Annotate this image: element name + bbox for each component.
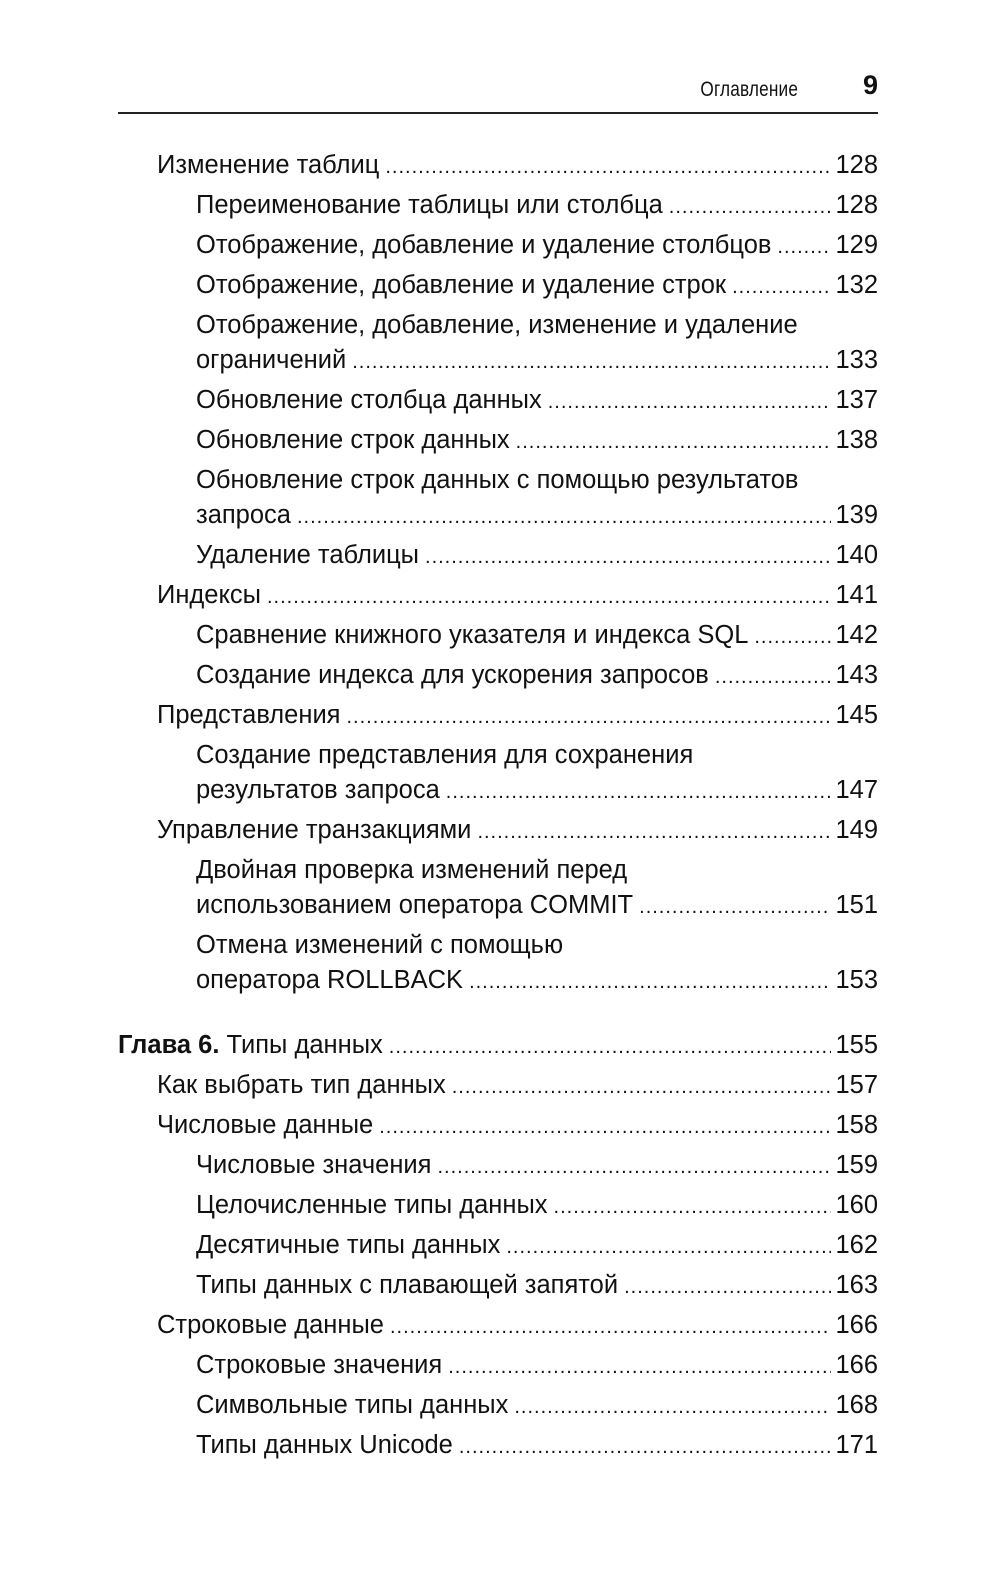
dot-leader (437, 1148, 831, 1185)
toc-page-number: 141 (835, 581, 878, 609)
toc-entry-line (157, 1068, 878, 1105)
dot-leader (448, 1348, 831, 1385)
toc-page-number: 171 (835, 1431, 878, 1459)
toc-entry-line (118, 1028, 878, 1065)
toc-subsection (196, 928, 878, 1000)
toc-subsection (196, 738, 878, 810)
dot-leader (267, 578, 831, 615)
toc-entry-line (196, 888, 878, 925)
toc-entry-line (196, 963, 878, 1000)
toc-entry-text: Отображение, добавление и удаление столбцов (196, 231, 772, 259)
toc-entry-text: Строковые данные (157, 1311, 384, 1339)
toc-entry-text: запроса (196, 501, 291, 529)
toc-subsection (196, 658, 878, 695)
toc-entry-line-wrapped: Создание представления для сохранения (196, 741, 694, 769)
toc-subsection (196, 538, 878, 575)
toc-page-number: 151 (835, 891, 878, 919)
dot-leader (390, 1308, 831, 1345)
dot-leader (385, 148, 831, 185)
toc-page-number: 129 (835, 231, 878, 259)
dot-leader (425, 538, 831, 575)
toc-entry-title (196, 1228, 500, 1263)
toc-entry-line (157, 813, 878, 850)
toc-entry-text: Отображение, добавление и удаление строк (196, 271, 727, 299)
toc-entry-line (196, 188, 878, 225)
toc-entry-text: Управление транзакциями (157, 816, 472, 844)
dot-leader (732, 268, 831, 305)
toc-entry-line (196, 1148, 878, 1185)
dot-leader (624, 1268, 831, 1305)
toc-subsection (196, 1268, 878, 1305)
toc-subsection (196, 1348, 878, 1385)
dot-leader (469, 963, 831, 1000)
dot-leader (715, 658, 832, 695)
toc-page-number: 160 (835, 1191, 878, 1219)
toc-entry-title (196, 538, 419, 573)
toc-entry-text: Изменение таблиц (157, 151, 380, 179)
toc-section (157, 578, 878, 615)
toc-entry-title (196, 188, 663, 223)
toc-section (157, 698, 878, 735)
toc-page-number: 142 (835, 621, 878, 649)
toc-section (157, 148, 878, 185)
dot-leader (506, 1228, 831, 1265)
toc-entry-title (157, 813, 471, 848)
toc-entry-line (157, 1108, 878, 1145)
dot-leader (379, 1108, 831, 1145)
toc-page-number: 128 (835, 191, 878, 219)
toc-subsection (196, 1188, 878, 1225)
toc-subsection (196, 618, 878, 655)
toc-entry-line (157, 578, 878, 615)
toc-entry-title (196, 1188, 548, 1223)
toc-entry-title (196, 658, 709, 693)
toc-entry-line (196, 773, 878, 810)
dot-leader (754, 618, 831, 655)
toc-entry-text: Типы данных (226, 1031, 383, 1059)
toc-page-number: 128 (835, 151, 878, 179)
page-number: 9 (862, 70, 878, 100)
header-rule (118, 112, 878, 114)
toc-entry-text: использованием оператора COMMIT (196, 891, 634, 919)
dot-leader (389, 1028, 832, 1065)
toc-entry-text: Представления (157, 701, 341, 729)
toc-entry-line (196, 423, 878, 460)
toc-entry-text: Создание индекса для ускорения запросов (196, 661, 709, 689)
toc-entry-text: Индексы (157, 581, 261, 609)
running-head (118, 70, 878, 110)
toc-entry-title (196, 1268, 618, 1303)
toc-entry-line (196, 1268, 878, 1305)
toc-entry-line-wrapped: Обновление строк данных с помощью результатов (196, 466, 799, 494)
toc-entry-text: ограничений (196, 346, 347, 374)
toc-page-number: 158 (835, 1111, 878, 1139)
dot-leader (352, 343, 831, 380)
toc-entry-line (196, 268, 878, 305)
toc-page-number: 168 (835, 1391, 878, 1419)
toc-subsection (196, 1228, 878, 1265)
toc-entry-text: Типы данных Unicode (196, 1431, 453, 1459)
toc-page-number: 145 (835, 701, 878, 729)
toc-page-number: 147 (835, 776, 878, 804)
toc-chapter (118, 1028, 878, 1065)
toc-subsection (196, 1148, 878, 1185)
toc-entry-title (196, 888, 633, 923)
toc-entry-text: Строковые значения (196, 1351, 443, 1379)
toc-entry-title (157, 1068, 446, 1103)
toc-entry-title (196, 1348, 442, 1383)
toc-entry-title (196, 268, 726, 303)
toc-entry-text: Как выбрать тип данных (157, 1071, 446, 1099)
toc-entry-line (196, 228, 878, 265)
toc-entry-text: Удаление таблицы (196, 541, 420, 569)
toc-subsection (196, 308, 878, 380)
dot-leader (446, 773, 832, 810)
toc-subsection (196, 268, 878, 305)
toc-entry-line-wrapped: Отображение, добавление, изменение и удаление (196, 311, 798, 339)
toc-subsection (196, 853, 878, 925)
toc-entry-title (196, 228, 771, 263)
toc-entry-text: результатов запроса (196, 776, 440, 804)
toc-entry-title (196, 498, 291, 533)
toc-section (157, 1068, 878, 1105)
toc-entry-line (196, 1388, 878, 1425)
running-head-title: Оглавление (700, 78, 798, 101)
toc-entry-text: Числовые значения (196, 1151, 432, 1179)
toc-entry-title (157, 1308, 384, 1343)
toc-entry-title (196, 343, 346, 378)
toc-entry-title (196, 618, 748, 653)
toc-entry-title (196, 1428, 453, 1463)
toc-page-number: 159 (835, 1151, 878, 1179)
toc-page-number: 162 (835, 1231, 878, 1259)
toc-entry-line (157, 148, 878, 185)
toc-page-number: 137 (835, 386, 878, 414)
toc-entry-text: Сравнение книжного указателя и индекса SQL (196, 621, 749, 649)
toc-entry-text: Десятичные типы данных (196, 1231, 501, 1259)
toc-entry-text: Типы данных с плавающей запятой (196, 1271, 619, 1299)
toc-entry-title (196, 1388, 508, 1423)
toc-entry-line (196, 618, 878, 655)
dot-leader (554, 1188, 832, 1225)
toc-page-number: 155 (835, 1031, 878, 1059)
toc-page-number: 149 (835, 816, 878, 844)
toc-page-number: 143 (835, 661, 878, 689)
toc-entry-line (196, 1348, 878, 1385)
chapter-label: Глава 6. (118, 1031, 220, 1059)
toc-entry-text: оператора ROLLBACK (196, 966, 464, 994)
toc-page-number: 153 (835, 966, 878, 994)
dot-leader (297, 498, 831, 535)
toc-section (157, 813, 878, 850)
dot-leader (516, 423, 832, 460)
toc-entry-line-wrapped: Двойная проверка изменений перед (196, 856, 628, 884)
toc-entry-text: Символьные типы данных (196, 1391, 509, 1419)
toc-entry-title (196, 963, 463, 998)
toc-entry-title (196, 1148, 431, 1183)
toc-entry-title (118, 1028, 383, 1063)
toc-page-number: 133 (835, 346, 878, 374)
toc-entry-line (157, 698, 878, 735)
toc-subsection (196, 463, 878, 535)
toc-entry-text: Целочисленные типы данных (196, 1191, 548, 1219)
toc-entry-text: Переименование таблицы или столбца (196, 191, 663, 219)
toc-entry-line (196, 658, 878, 695)
dot-leader (548, 383, 832, 420)
toc-entry-title (196, 383, 542, 418)
toc-entry-line (196, 538, 878, 575)
dot-leader (477, 813, 831, 850)
dot-leader (452, 1068, 832, 1105)
toc-page-number: 166 (835, 1351, 878, 1379)
toc-page-number: 140 (835, 541, 878, 569)
toc-entry-title (157, 698, 341, 733)
dot-leader (514, 1388, 831, 1425)
toc-page-number: 132 (835, 271, 878, 299)
toc-subsection (196, 1428, 878, 1465)
toc-subsection (196, 1388, 878, 1425)
toc-page-number: 157 (835, 1071, 878, 1099)
toc-page-number: 163 (835, 1271, 878, 1299)
toc-page-number: 138 (835, 426, 878, 454)
toc-page-number: 139 (835, 501, 878, 529)
toc-entry-title (157, 148, 379, 183)
dot-leader (669, 188, 832, 225)
dot-leader (459, 1428, 832, 1465)
toc-subsection (196, 188, 878, 225)
toc-entry-line (196, 1228, 878, 1265)
toc-entry-title (157, 1108, 373, 1143)
toc-entry-line (196, 1428, 878, 1465)
toc-entry-title (157, 578, 261, 613)
toc-subsection (196, 423, 878, 460)
toc-entry-line-wrapped: Отмена изменений с помощью (196, 931, 564, 959)
toc-section (157, 1308, 878, 1345)
toc-section (157, 1108, 878, 1145)
toc-entry-line (157, 1308, 878, 1345)
toc-entry-line (196, 498, 878, 535)
toc-entry-line (196, 1188, 878, 1225)
toc-entry-line (196, 343, 878, 380)
dot-leader (777, 228, 831, 265)
toc-entry-text: Обновление строк данных (196, 426, 510, 454)
dot-leader (639, 888, 831, 925)
toc-subsection (196, 383, 878, 420)
dot-leader (347, 698, 832, 735)
toc-entry-line (196, 383, 878, 420)
toc-subsection (196, 228, 878, 265)
toc-entry-text: Числовые данные (157, 1111, 374, 1139)
toc-entry-text: Обновление столбца данных (196, 386, 542, 414)
toc-entry-title (196, 773, 440, 808)
toc-entry-title (196, 423, 510, 458)
toc-page-number: 166 (835, 1311, 878, 1339)
